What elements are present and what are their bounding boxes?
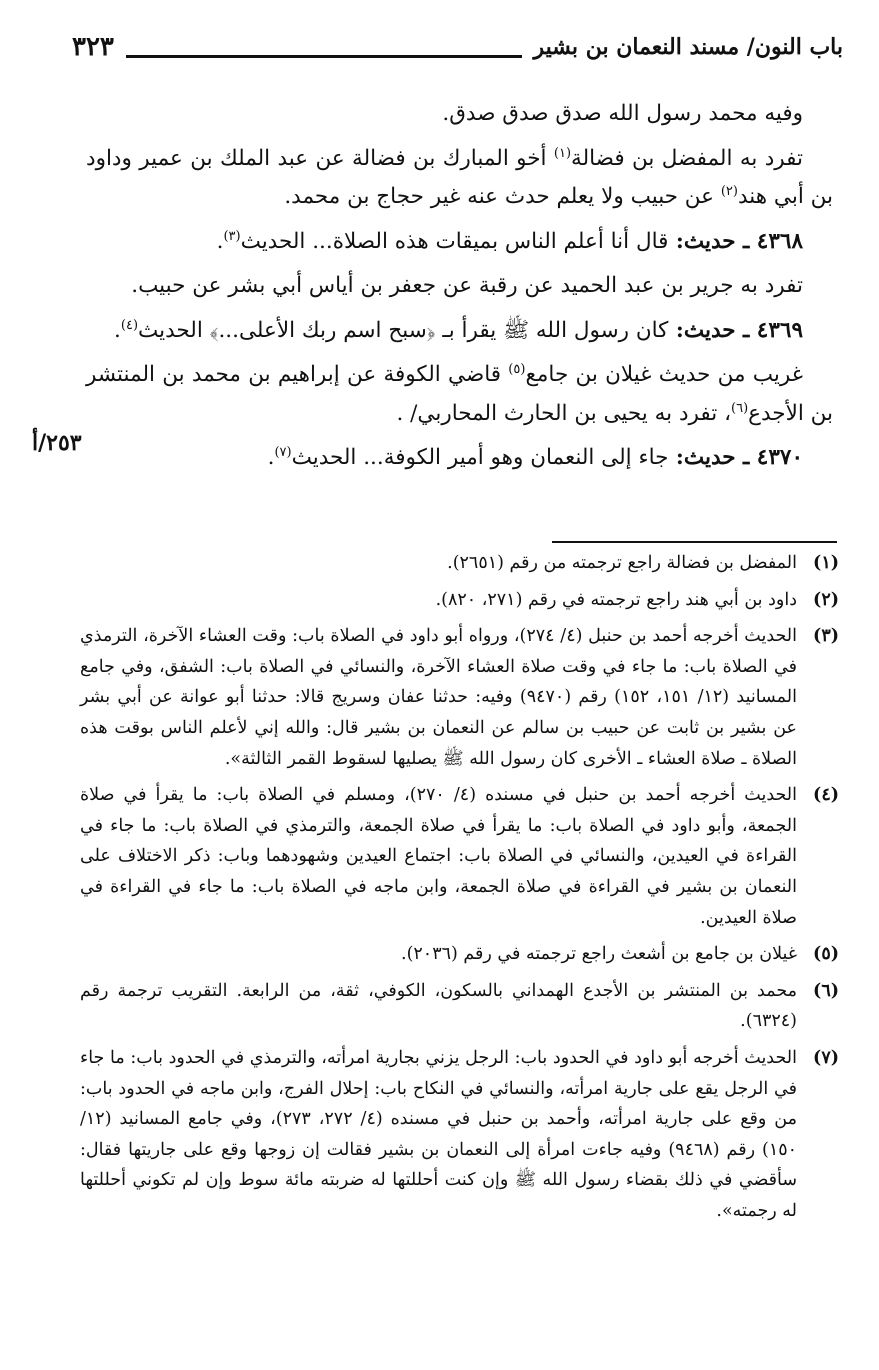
hadith-number: ٤٣٦٨ [756, 228, 803, 254]
footnote-item [80, 548, 839, 579]
hadith-end: . [114, 317, 121, 343]
hadith-text: قال أنا أعلم الناس بميقات هذه الصلاة... الحديث [240, 228, 669, 254]
page-header [72, 30, 843, 64]
footnote-ref[interactable]: (٥) [508, 361, 526, 377]
footnote-number: (٣) [813, 626, 839, 647]
footnote-item [80, 976, 839, 1037]
footnote-ref[interactable]: (٢) [720, 183, 738, 199]
footnote-number: (٧) [813, 1047, 839, 1068]
main-text [86, 95, 833, 484]
paragraph-2 [86, 140, 833, 217]
hadith-4370 [86, 439, 833, 478]
paragraph-text: غريب من حديث غيلان بن جامع [525, 362, 803, 387]
running-title: باب النون/ مسند النعمان بن بشير [533, 34, 843, 60]
footnote-ref[interactable]: (٦) [731, 400, 749, 416]
page-number: ٣٢٣ [72, 32, 114, 62]
hadith-label: ـ حديث: [668, 445, 757, 470]
footnote-text: داود بن أبي هند راجع ترجمته في رقم (٢٧١، ٨٢٠). [435, 589, 797, 610]
paragraph-text: قاضي الكوفة عن إبراهيم بن محمد بن المنتشر بن الأجدع [86, 362, 833, 426]
footnote-item [80, 1043, 839, 1227]
paragraph-4 [86, 356, 833, 433]
hadith-4368 [86, 223, 833, 262]
hadith-number: ٤٣٧٠ [756, 445, 803, 470]
footnote-item [80, 621, 839, 774]
paragraph-1 [86, 95, 833, 134]
footnote-item [80, 780, 839, 933]
footnote-separator [552, 541, 837, 543]
footnote-number: (٢) [813, 589, 839, 610]
footnote-text: الحديث أخرجه أحمد بن حنبل (٤/ ٢٧٤)، ورواه أبو داود في الصلاة باب: وقت العشاء الآخرة، الترمذي في الصلاة باب: ما جاء في وقت صلاة العشاء الآخرة، والنسائي في الصلاة باب: الشفق، وفي جامع المسانيد (١٢/ ١٥١، ١٥٢) رقم (٩٤٧٠) وفيه: حدثنا عفان وسريج قالا: حدثنا أبو عوانة عن أبي بشر عن بشير بن ثابت عن حبيب بن سالم عن النعمان بن بشير قال: والله إني لأعلم الناس بوقت هذه الصلاة ـ صلاة العشاء ـ الأخرى كان رسول الله ﷺ يصليها لسقوط القمر الثالثة». [80, 626, 797, 769]
paragraph-text: ، تفرد به يحيى بن الحارث المحاربي/ . [396, 400, 732, 426]
paragraph-text: وفيه محمد رسول الله صدق صدق صدق. [442, 101, 803, 126]
footnote-ref[interactable]: (٧) [274, 444, 292, 460]
hadith-end: . [267, 445, 275, 470]
hadith-4369 [86, 312, 833, 351]
footnote-ref[interactable]: (٤) [120, 317, 139, 333]
footnote-number: (١) [813, 553, 839, 573]
paragraph-text: عن حبيب ولا يعلم حدث عنه غير حجاج بن محمد. [284, 184, 721, 209]
hadith-label: ـ حديث: [668, 317, 757, 343]
footnote-text: محمد بن المنتشر بن الأجدع الهمداني بالسكون، الكوفي، ثقة، من الرابعة. التقريب ترجمة رقم (٦٣٢٤). [80, 980, 797, 1032]
footnotes [80, 548, 839, 1232]
footnote-ref[interactable]: (٣) [223, 228, 241, 244]
manuscript-folio-note: ٢٥٣/أ [32, 430, 82, 456]
footnote-number: (٥) [813, 944, 839, 965]
paragraph-text: تفرد به المفضل بن فضالة [571, 145, 803, 171]
footnote-text: الحديث أخرجه أبو داود في الحدود باب: الرجل يزني بجارية امرأته، والترمذي في الحدود باب: ما جاء في الرجل يقع على جارية امرأته، والنسائي في النكاح باب: إحلال الفرج، وابن ماجه في الحدود باب: من وقع على جارية امرأته، وأحمد بن حنبل في مسنده (٤/ ٢٧٢، ٢٧٣)، وفي جامع المسانيد (١٢/ ١٥٠) رقم (٩٤٦٨) وفيه جاءت امرأة إلى النعمان بن بشير فقالت إن زوجها وقع على جاريتها فقال: سأقضي في ذلك بقضاء رسول الله ﷺ وإن كنت أحللتها له ضربته مائة سوط وإن لم تكوني أحللتها له رجمته». [80, 1047, 798, 1221]
footnote-text: غيلان بن جامع بن أشعث راجع ترجمته في رقم (٢٠٣٦). [401, 944, 797, 965]
footnote-number: (٤) [813, 785, 839, 806]
paragraph-text: أخو المبارك بن فضالة عن عبد الملك بن عمير وداود بن أبي هند [86, 145, 833, 209]
header-rule [126, 55, 522, 58]
footnote-text: الحديث أخرجه أحمد بن حنبل في مسنده (٤/ ٢٧٠)، ومسلم في الصلاة باب: ما يقرأ في صلاة الجمعة، وأبو داود في الصلاة باب: ما يقرأ في صلاة الجمعة، والترمذي في الصلاة باب: ما جاء في القراءة في العيدين، والنسائي في الصلاة باب: اجتماع العيدين وشهودهما وباب: ذكر الاختلاف على النعمان بن بشير في القراءة في صلاة الجمعة، وابن ماجه في الصلاة باب: ما جاء في القراءة في صلاة العيدين. [80, 785, 797, 928]
hadith-label: ـ حديث: [668, 228, 757, 254]
hadith-end: . [216, 228, 224, 254]
hadith-number: ٤٣٦٩ [756, 317, 803, 343]
hadith-text: كان رسول الله ﷺ يقرأ بـ ﴿سبح اسم ربك الأعلى...﴾ الحديث [138, 317, 669, 343]
footnote-number: (٦) [813, 980, 839, 1001]
footnote-item [80, 585, 839, 616]
paragraph-text: تفرد به جرير بن عبد الحميد عن رقبة عن جعفر بن أياس أبي بشر عن حبيب. [131, 273, 803, 298]
footnote-ref[interactable]: (١) [553, 145, 572, 161]
footnote-item [80, 939, 839, 970]
hadith-text: جاء إلى النعمان وهو أمير الكوفة... الحديث [291, 445, 669, 470]
footnote-text: المفضل بن فضالة راجع ترجمته من رقم (٢٦٥١). [447, 553, 797, 573]
paragraph-3 [86, 267, 833, 306]
